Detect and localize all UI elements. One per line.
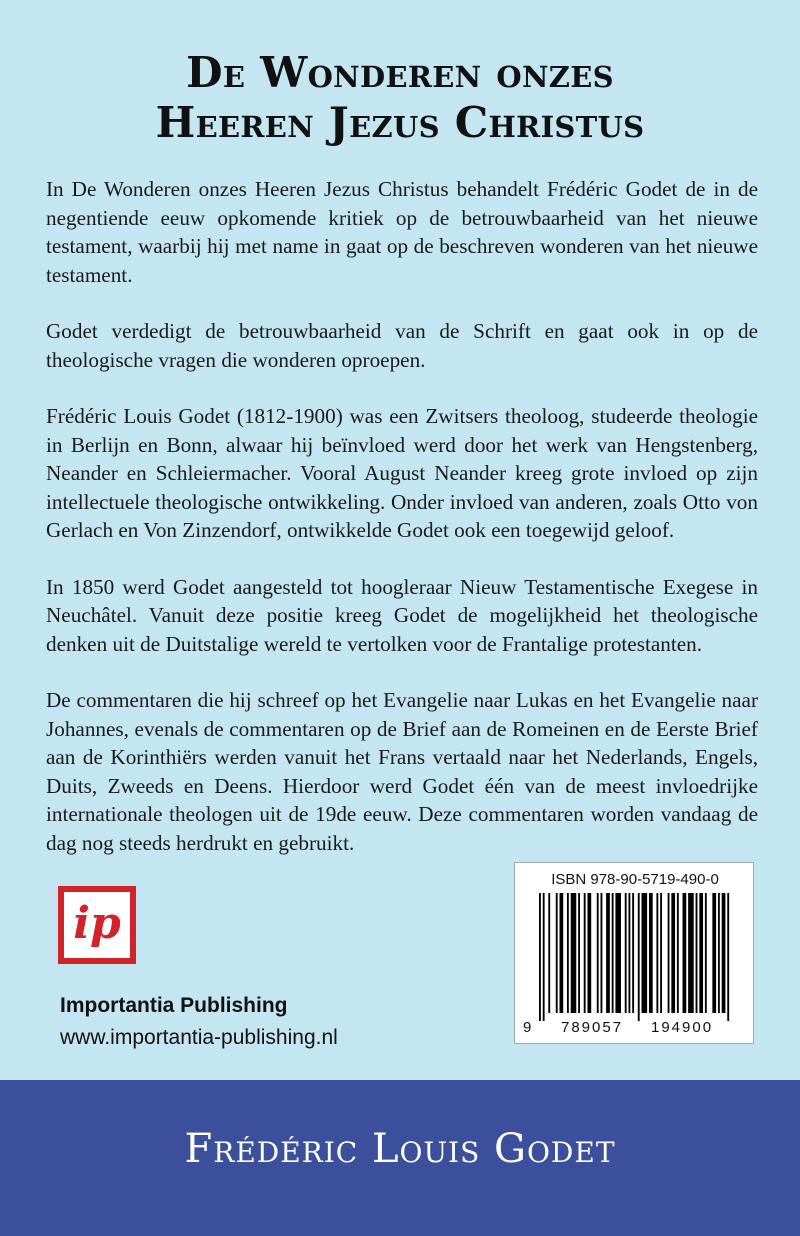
barcode-bar bbox=[683, 893, 687, 1013]
barcode-bar bbox=[699, 893, 703, 1013]
barcode-bar bbox=[656, 893, 658, 1013]
barcode-digits-right: 194900 bbox=[651, 1019, 714, 1036]
blurb-paragraph-5: De commentaren die hij schreef op het Evangelie naar Lukas en het Evangelie naar Johannes, evenals de commentaren op de Brief aan de Romeinen en de Eerste Brief aan de Korinthiërs werden vanuit het Frans vertaald naar het Nederlands, Engels, Duits, Zweeds en Deens. Hierdoor werd Godet één van de meest invloedrijke internationale theologen uit de 19de eeuw. Deze commentaren worden vandaag de dag nog steeds herdrukt en gebruikt. bbox=[46, 688, 758, 855]
barcode-bar bbox=[638, 893, 640, 1021]
isbn-barcode-box bbox=[514, 862, 754, 1044]
book-title-line-1: De Wonderen onzes bbox=[186, 48, 614, 97]
barcode-bar bbox=[722, 893, 726, 1013]
publisher-logo-text: ip bbox=[73, 898, 121, 949]
barcode bbox=[539, 893, 731, 1021]
barcode-bar bbox=[632, 893, 634, 1013]
barcode-bar bbox=[642, 893, 648, 1013]
barcode-bar bbox=[649, 893, 653, 1013]
barcode-bar bbox=[578, 893, 580, 1013]
barcode-bar bbox=[696, 893, 698, 1013]
blurb-paragraph-1: In De Wonderen onzes Heeren Jezus Christus behandelt Frédéric Godet de in de negentiende eeuw opkomende kritiek op de betrouwbaarheid van het nieuwe testament, waarbij hij met name in gaat op de beschreven wonderen van het nieuwe testament. bbox=[46, 177, 758, 287]
isbn-label: ISBN 978-90-5719-490-0 bbox=[551, 871, 719, 888]
barcode-bar bbox=[668, 893, 670, 1013]
blurb-paragraph-2: Godet verdedigt de betrouwbaarheid van de Schrift en gaat ook in op de theologische vragen die wonderen oproepen. bbox=[46, 319, 758, 372]
barcode-bar bbox=[539, 893, 541, 1021]
publisher-logo bbox=[58, 886, 136, 964]
publisher-name: Importantia Publishing bbox=[60, 994, 288, 1017]
barcode-bar bbox=[628, 893, 630, 1013]
barcode-bar bbox=[712, 893, 716, 1013]
barcode-bar bbox=[612, 893, 614, 1013]
barcode-digit-first: 9 bbox=[523, 1019, 532, 1036]
barcode-bar bbox=[606, 893, 610, 1013]
barcode-bar bbox=[560, 893, 564, 1013]
barcode-bar bbox=[727, 893, 729, 1021]
barcode-bar bbox=[584, 893, 586, 1013]
barcode-bar bbox=[625, 893, 627, 1013]
barcode-bar bbox=[615, 893, 621, 1013]
publisher-website: www.importantia-publishing.nl bbox=[60, 1026, 338, 1049]
author-name: Frédéric Louis Godet bbox=[184, 1126, 616, 1172]
barcode-bar bbox=[571, 893, 577, 1013]
barcode-bar bbox=[705, 893, 707, 1013]
barcode-bar bbox=[660, 893, 662, 1013]
book-title-line-2: Heeren Jezus Christus bbox=[155, 98, 645, 147]
barcode-bar bbox=[601, 893, 603, 1013]
barcode-bar bbox=[718, 893, 720, 1013]
barcode-bar bbox=[556, 893, 558, 1013]
barcode-bar bbox=[677, 893, 679, 1013]
book-title bbox=[0, 48, 800, 148]
barcode-bar bbox=[567, 893, 569, 1013]
barcode-bar bbox=[671, 893, 675, 1013]
barcode-bar bbox=[548, 893, 550, 1013]
author-band bbox=[0, 1080, 800, 1236]
blurb-paragraph-4: In 1850 werd Godet aangesteld tot hoogleraar Nieuw Testamentische Exegese in Neuchâtel. Vanuit deze positie kreeg Godet de mogelijkheid het theologische denken uit de Duitstalige wereld te vertolken voor de Frantalige protestanten. bbox=[46, 574, 758, 656]
barcode-bar bbox=[587, 893, 591, 1013]
blurb bbox=[46, 175, 758, 885]
barcode-bar bbox=[597, 893, 599, 1013]
barcode-digits-left: 789057 bbox=[561, 1019, 624, 1036]
barcode-bar bbox=[543, 893, 545, 1021]
barcode-bar bbox=[688, 893, 694, 1013]
blurb-paragraph-3: Frédéric Louis Godet (1812-1900) was een Zwitsers theoloog, studeerde theologie in Berlijn en Bonn, alwaar hij beïnvloed werd door het werk van Hengstenberg, Neander en Schleiermacher. Vooral August Neander kreeg grote invloed op zijn intellectuele theologische ontwikkeling. Onder invloed van anderen, zoals Otto von Gerlach en Von Zinzendorf, ontwikkelde Godet ook een toegewijd geloof. bbox=[46, 404, 758, 542]
